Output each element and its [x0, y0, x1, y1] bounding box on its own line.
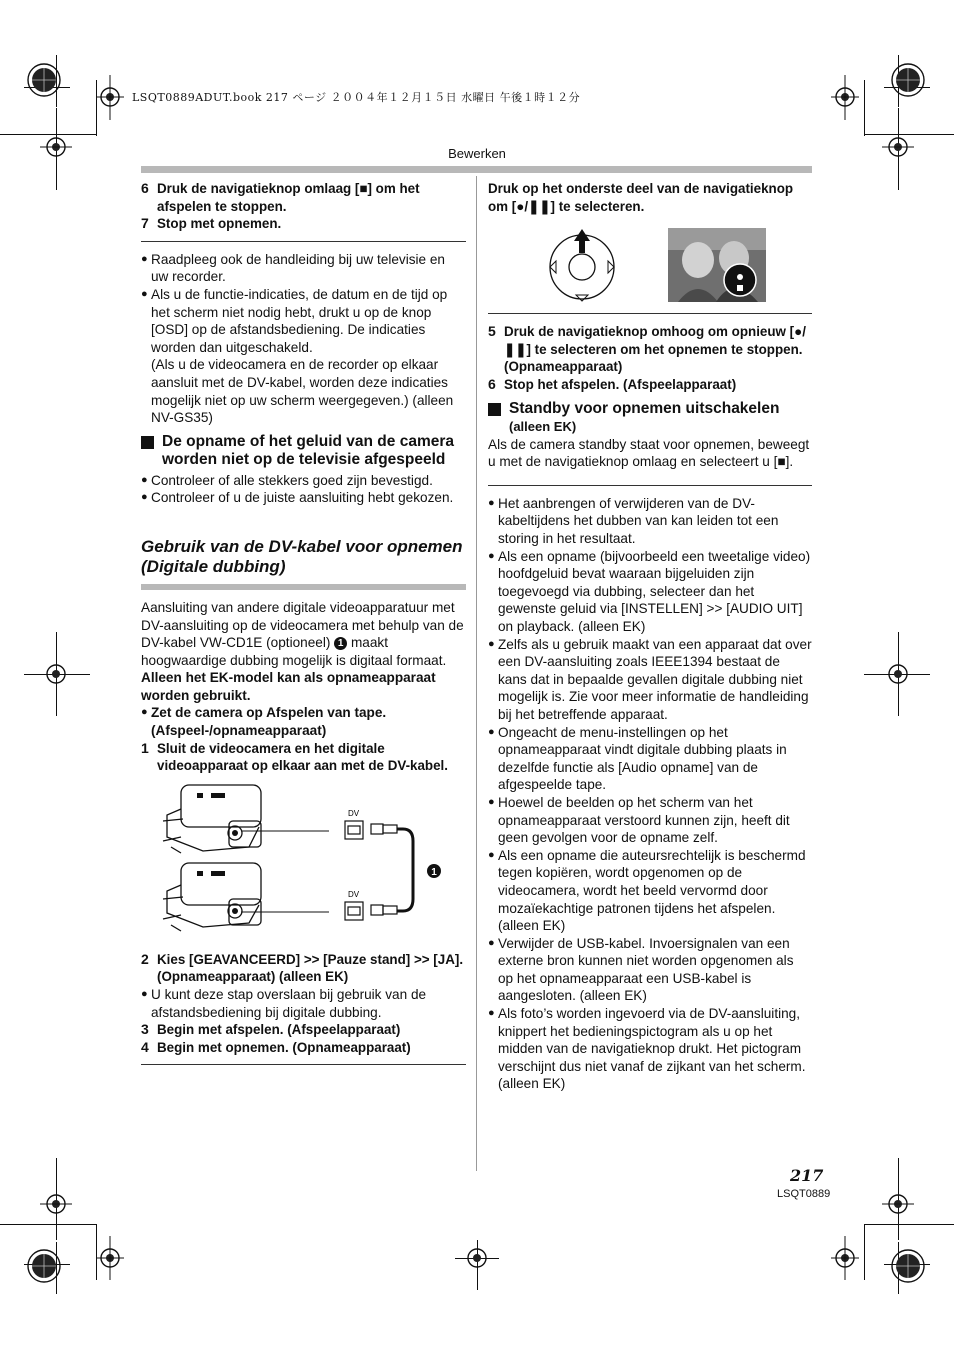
list-item: ● Controleer of u de juiste aansluiting hebt gekozen. — [141, 490, 454, 506]
bullet-icon: ● — [488, 795, 495, 808]
standby-text: Als de camera standby staat voor opnemen, beweegt u met de navigatieknop omlaag en selecteert u [■]. — [488, 436, 810, 470]
bullet-icon: ● — [141, 491, 148, 504]
step-item: 5 Druk de navigatieknop omhoog om opnieuw [●/❚❚] te selecteren om het opnemen te stoppen. (Opnameapparaat) — [488, 323, 806, 375]
file-info: LSQT0889ADUT.book 217 ページ ２００４年１２月１５日 水曜日 午後１時１２分 — [132, 91, 581, 104]
steps-bottom — [141, 1021, 466, 1056]
standby-heading: Standby voor opnemen uitschakelen — [488, 400, 812, 419]
divider — [141, 241, 466, 242]
notes-list — [141, 472, 466, 507]
step-2: 2 Kies [GEAVANCEERD] >> [Pauze stand] >> [JA]. (Opnameapparaat) (alleen EK) — [141, 950, 464, 985]
right-column — [488, 180, 812, 1093]
dv-label-1: DV — [348, 808, 360, 818]
svg-text:1: 1 — [431, 866, 437, 878]
illustrations — [546, 227, 812, 303]
step-item: 6 Stop het afspelen. (Afspeelapparaat) — [488, 375, 737, 392]
header-bar — [141, 166, 812, 173]
bullet-icon: ● — [488, 725, 495, 738]
list-item: ● Verwijder de USB-kabel. Invoersignalen van een externe bron kunnen niet worden opgenomen als op het opnameapparaat een USB-kabel is aangesloten. (alleen EK) — [488, 935, 794, 1004]
divider — [141, 1064, 466, 1065]
steps — [488, 323, 812, 393]
list-item: ● Hoewel de beelden op het scherm van het opnameapparaat verstoord kunnen zijn, heeft dit geen gevolgen voor de opname zelf. — [488, 794, 790, 846]
divider — [488, 485, 812, 486]
step-item: 6 Druk de navigatieknop omlaag [■] om het afspelen te stoppen. — [141, 180, 420, 214]
section-title: Gebruik van de DV-kabel voor opnemen (Digitale dubbing) — [141, 536, 463, 577]
bullet-icon: ● — [488, 1007, 495, 1020]
bullet-icon: ● — [488, 496, 495, 509]
page-number: 217 — [790, 1166, 824, 1185]
list-item: ● Als een opname (bijvoorbeeld een tweetalige video) hoofdgeluid bevat waaraan bijgeluiden zijn toegevoegd via dubbing, selecteer dan het gewenste geluid via [INSTELLEN] >> [AUDIO UIT] on playback. (alleen EK) — [488, 548, 811, 634]
list-item: ● Controleer of alle stekkers goed zijn bevestigd. — [141, 472, 433, 488]
bullet-icon: ● — [488, 637, 495, 650]
note-step2: ● U kunt deze stap overslaan bij gebruik van de afstandsbediening bij digitale dubbing. — [141, 987, 427, 1020]
dv-label-2: DV — [348, 889, 360, 899]
notes-list — [488, 495, 812, 1093]
list-item: ● Het aanbrengen of verwijderen van de DV-kabeltijdens het dubben van kan leiden tot een storing in het resultaat. — [488, 495, 779, 547]
document-code: LSQT0889 — [777, 1188, 831, 1200]
step-item: 4 Begin met opnemen. (Opnameapparaat) — [141, 1038, 411, 1055]
step-item: 7 Stop met opnemen. — [141, 215, 282, 232]
bullet-icon: ● — [488, 848, 495, 861]
bullet-icon: ● — [488, 549, 495, 562]
bullet-icon: ● — [488, 936, 495, 949]
sound-heading: De opname of het geluid van de camera worden niet op de televisie afgespeeld — [141, 433, 466, 470]
step-item: 3 Begin met afspelen. (Afspeelapparaat) — [141, 1021, 401, 1038]
square-icon — [141, 436, 154, 449]
instruction: Druk op het onderste deel van de navigatieknop om [●/❚❚] te selecteren. — [488, 181, 794, 214]
navigation-button-icon — [546, 227, 618, 303]
left-column — [141, 180, 466, 1074]
list-item: ● Als foto’s worden ingevoerd via de DV-aansluiting, knippert het bedieningspictogram als u op het midden van de navigatieknop drukt. Het pictogram verschijnt dus niet vanaf de zijkant van het scherm. (alleen EK) — [488, 1006, 806, 1092]
step-1: 1 Sluit de videocamera en het digitale videoapparaat op elkaar aan met de DV-kabel. — [141, 739, 448, 774]
divider — [488, 313, 812, 314]
standby-sub: (alleen EK) — [509, 419, 577, 435]
bullet-icon: ● — [141, 252, 148, 265]
connection-diagram — [141, 781, 466, 949]
list-item: ● Als u de functie-indicaties, de datum en de tijd op het scherm niet nodig hebt, drukt u op de knop [OSD] op de afstandsbediening. De indicaties worden dan uitgeschakeld. (Als u de videocamera en de recorder op elkaar aansluit met de DV-kabel, worden deze indicaties mogelijk niet op uw scherm weergegeven.) (alleen NV-GS35) — [141, 286, 454, 426]
steps-top — [141, 180, 466, 233]
intro-paragraph: Aansluiting van andere digitale videoapparatuur met DV-aansluiting op de videocamera met behulp van de DV-kabel VW-CD1E (optioneel) 1 maakt hoogwaardige dubbing mogelijk is digitaal formaat. — [141, 599, 464, 668]
list-item: ● Als een opname die auteursrechtelijk is beschermd tegen kopiëren, wordt opgenomen op de videocamera, wordt het beeld vervormd door mozaïekachtige patronen tijdens het afspelen. (alleen EK) — [488, 847, 806, 934]
list-item: ● Zelfs als u gebruik maakt van een apparaat dat over een DV-aansluiting zoals IEEE1394 bestaat de kans dat in bepaalde gevallen digitale dubbing niet mogelijk is. Zie voor meer informatie de handleiding bij het betreffende apparaat. — [488, 636, 812, 722]
section-name: Bewerken — [448, 146, 506, 161]
bullet-icon: ● — [141, 287, 148, 300]
section-title-rule — [141, 584, 466, 590]
bold-bullet: ● Zet de camera op Afspelen van tape. (Afspeel-/opnameapparaat) — [141, 705, 387, 739]
photo-preview — [668, 228, 766, 302]
bullet-icon: ● — [141, 473, 148, 486]
bold-note: Alleen het EK-model kan als opnameapparaat worden gebruikt. — [141, 670, 436, 703]
column-divider — [476, 176, 477, 1171]
notes-list — [141, 251, 466, 427]
list-item: ● Raadpleeg ook de handleiding bij uw televisie en uw recorder. — [141, 251, 445, 285]
marker-1-icon: 1 — [334, 637, 347, 650]
list-item: ● Ongeacht de menu-instellingen op het opnameapparaat vindt digitale dubbing plaats in dezelfde functie als [Audio opname] van de afgespeelde tape. — [488, 724, 787, 793]
square-icon — [488, 403, 501, 416]
